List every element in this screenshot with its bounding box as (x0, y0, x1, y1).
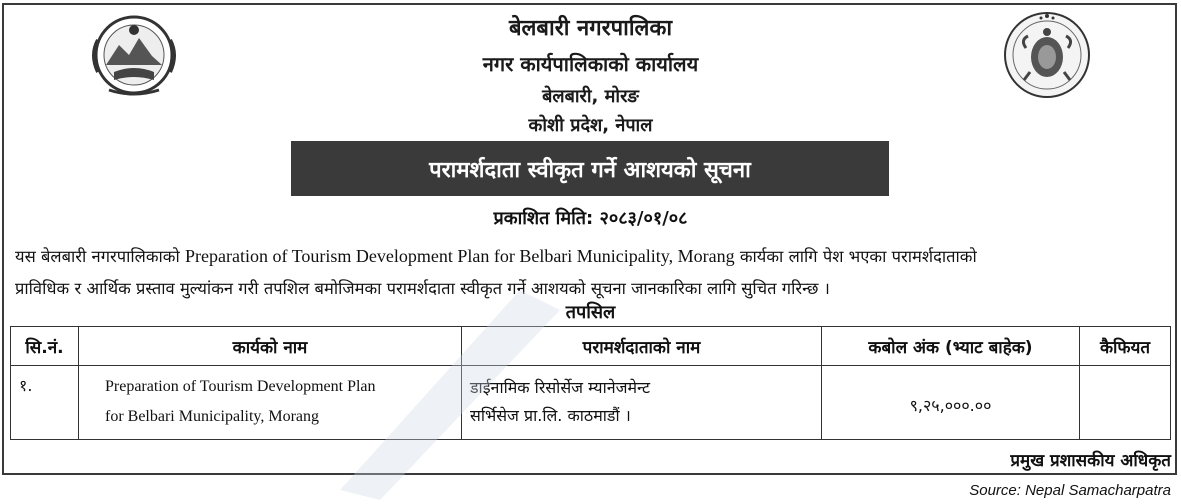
work-name-line-1: Preparation of Tourism Development Plan (105, 378, 376, 395)
project-name-inline: Preparation of Tourism Development Plan for Belbari Municipality, Morang (184, 246, 735, 266)
consultant-line-1: डाईनामिक रिसोर्सेज म्यानेजमेन्ट (470, 378, 651, 397)
table-row (11, 366, 1171, 440)
consultant-table (10, 326, 1171, 440)
table-header-row (11, 327, 1171, 366)
notice-title: परामर्शदाता स्वीकृत गर्ने आशयको सूचना (429, 157, 751, 183)
body-line-1-suffix: कार्यका लागि पेश भएका परामर्शदाताको (739, 247, 977, 266)
notice-title-banner (291, 141, 889, 196)
cell-serial-no: १. (11, 366, 79, 440)
notice-body (15, 240, 1170, 305)
cell-remarks (1080, 366, 1171, 440)
header-bid-amount: कबोल अंक (भ्याट बाहेक) (822, 327, 1080, 366)
body-line-2: प्राविधिक र आर्थिक प्रस्ताव मुल्यांकन गरी तपशिल बमोजिमका परामर्शदाता स्वीकृत गर्ने आशयको सूचना जानकारिका लागि सुचित गरिन्छ । (15, 279, 830, 298)
consultant-line-2: सर्भिसेज प्रा.लि. काठमाडौं । (470, 406, 631, 425)
office-name: नगर कार्यपालिकाको कार्यालय (482, 52, 699, 76)
header-serial-no: सि.नं. (11, 327, 79, 366)
municipality-name: बेलबारी नगरपालिका (508, 16, 673, 41)
signatory-title: प्रमुख प्रशासकीय अधिकृत (1010, 451, 1171, 471)
published-date: प्रकाशित मिति: २०८३/०१/०८ (493, 208, 688, 229)
header-work-name: कार्यको नाम (79, 327, 462, 366)
body-line-1 (15, 240, 1170, 273)
cell-work-name (79, 366, 462, 440)
schedule-heading: तपसिल (565, 302, 616, 323)
header-remarks: कैफियत (1080, 327, 1171, 366)
body-line-1-prefix: यस बेलबारी नगरपालिकाको (15, 247, 180, 266)
header-consultant-name: परामर्शदाताको नाम (462, 327, 822, 366)
province-address: कोशी प्रदेश, नेपाल (528, 115, 653, 136)
cell-bid-amount: ९,२५,०००.०० (822, 366, 1080, 440)
cell-consultant-name (462, 366, 822, 440)
source-credit: Source: Nepal Samacharpatra (969, 482, 1171, 499)
office-address: बेलबारी, मोरङ (542, 86, 639, 107)
work-name-line-2: for Belbari Municipality, Morang (105, 408, 320, 425)
